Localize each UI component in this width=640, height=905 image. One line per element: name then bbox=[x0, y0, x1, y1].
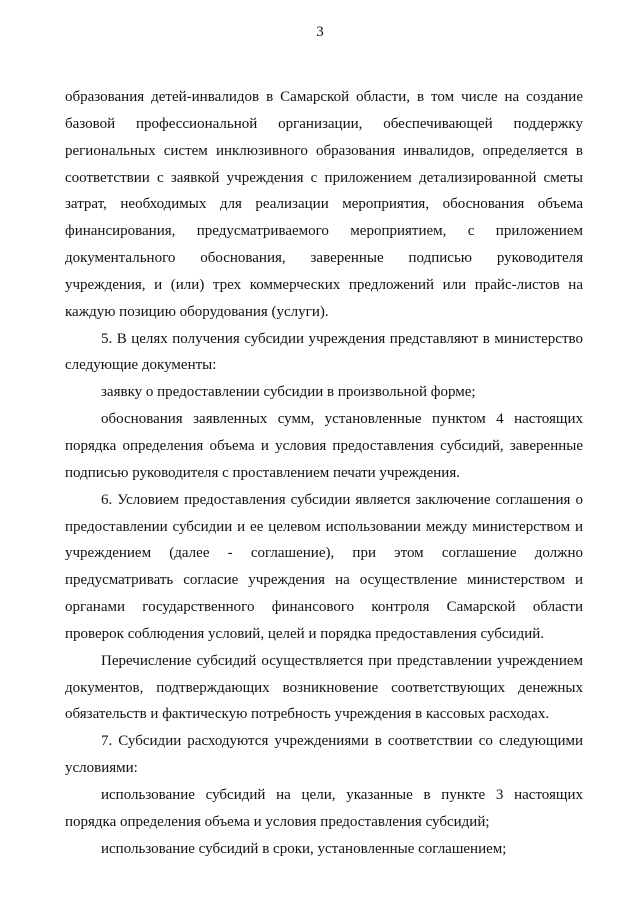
text-line: каждую позицию оборудования (услуги). bbox=[65, 303, 329, 320]
text-line: 5. В целях получения субсидии учреждения представляют в министерство bbox=[101, 330, 583, 347]
text-line: региональных систем инклюзивного образования инвалидов, определяется в bbox=[65, 142, 583, 159]
text-line: учреждением (далее - соглашение), при этом соглашение должно bbox=[65, 545, 583, 562]
text-line: соответствии с заявкой учреждения с приложением детализированной сметы bbox=[65, 169, 583, 186]
text-line: порядка определения объема и условия предоставления субсидий; bbox=[65, 813, 490, 830]
page-number: 3 bbox=[316, 24, 324, 40]
text-line: финансирования, предусматриваемого мероприятием, с приложением bbox=[65, 223, 583, 240]
text-line: затрат, необходимых для реализации мероприятия, обоснования объема bbox=[65, 196, 583, 213]
text-line: следующие документы: bbox=[65, 357, 217, 374]
text-line: обоснования заявленных сумм, установленные пунктом 4 настоящих bbox=[101, 411, 583, 428]
text-line: органами государственного финансового контроля Самарской области bbox=[65, 599, 583, 616]
document-body bbox=[65, 84, 583, 862]
text-line: учреждения, и (или) трех коммерческих предложений или прайс-листов на bbox=[65, 276, 583, 293]
text-line: документов, подтверждающих возникновение соответствующих денежных bbox=[65, 679, 583, 696]
text-line: обязательств и фактическую потребность учреждения в кассовых расходах. bbox=[65, 706, 550, 723]
text-line: предоставлении субсидии и ее целевом использовании между министерством и bbox=[65, 518, 583, 535]
text-line: проверок соблюдения условий, целей и порядка предоставления субсидий. bbox=[65, 625, 545, 642]
text-line: документального обоснования, заверенные подписью руководителя bbox=[65, 250, 583, 267]
text-line: предусматривать согласие учреждения на осуществление министерством и bbox=[65, 572, 583, 589]
text-line: Перечисление субсидий осуществляется при представлении учреждением bbox=[101, 652, 583, 669]
text-line: условиями: bbox=[65, 760, 138, 777]
text-line: 6. Условием предоставления субсидии является заключение соглашения о bbox=[101, 491, 583, 508]
text-line: использование субсидий в сроки, установленные соглашением; bbox=[101, 840, 507, 857]
text-line: порядка определения объема и условия предоставления субсидий, заверенные bbox=[65, 437, 583, 454]
text-line: базовой профессиональной организации, обеспечивающей поддержку bbox=[65, 115, 583, 132]
text-line: 7. Субсидии расходуются учреждениями в соответствии со следующими bbox=[101, 733, 583, 750]
text-line: заявку о предоставлении субсидии в произвольной форме; bbox=[101, 384, 476, 401]
text-line: образования детей-инвалидов в Самарской области, в том числе на создание bbox=[65, 89, 583, 105]
text-line: подписью руководителя с проставлением печати учреждения. bbox=[65, 464, 460, 481]
text-line: использование субсидий на цели, указанные в пункте 3 настоящих bbox=[101, 786, 583, 803]
